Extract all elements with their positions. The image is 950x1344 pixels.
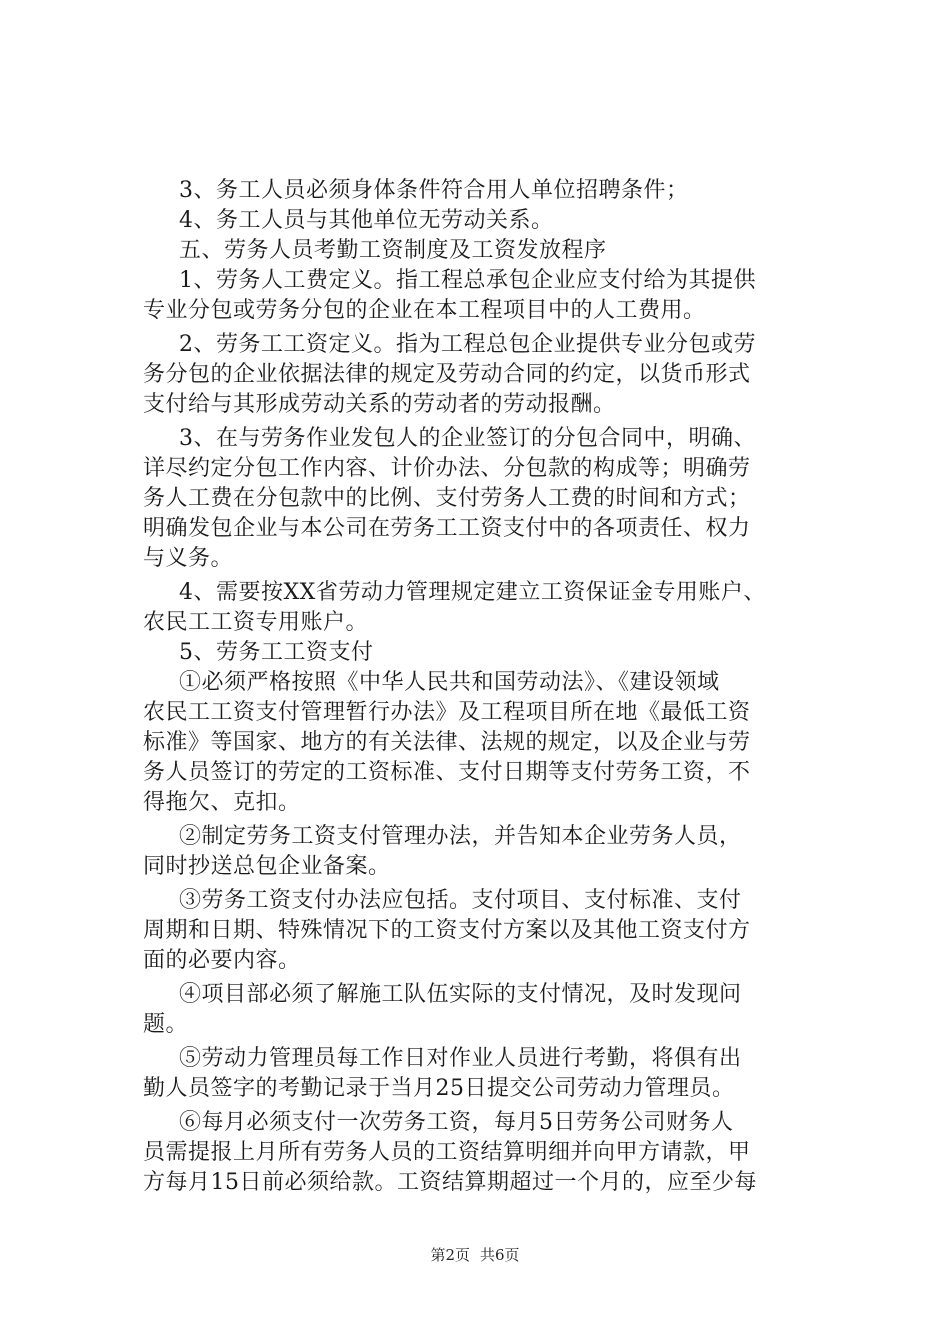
paragraph-line: ②制定劳务工资支付管理办法，并告知本企业劳务人员， [179, 824, 742, 849]
paragraph-line: ①必须严格按照《中华人民共和国劳动法》、《建设领域 [179, 670, 720, 695]
paragraph-line: 务人工费在分包款中的比例、支付劳务人工费的时间和方式； [143, 486, 751, 511]
paragraph-line: 方每月15日前必须给款。工资结算期超过一个月的，应至少每 [143, 1170, 757, 1195]
section-heading: 五、劳务人员考勤工资制度及工资发放程序 [179, 238, 607, 263]
paragraph-line: 务分包的企业依据法律的规定及劳动合同的约定，以货币形式 [143, 362, 751, 387]
paragraph-line: 务人员签订的劳定的工资标准、支付日期等支付劳务工资，不 [143, 760, 751, 785]
paragraph-line: 与义务。 [143, 546, 234, 571]
paragraph-line: 2、劳务工工资定义。指为工程总包企业提供专业分包或劳 [179, 332, 756, 357]
paragraph-line: 明确发包企业与本公司在劳务工工资支付中的各项责任、权力 [143, 516, 751, 541]
page-footer [0, 1245, 950, 1265]
page-total: 共6页 [480, 1246, 520, 1264]
paragraph-line: 支付给与其形成劳动关系的劳动者的劳动报酬。 [143, 392, 616, 417]
paragraph-line: 得拖欠、克扣。 [143, 790, 301, 815]
paragraph-line: ⑥每月必须支付一次劳务工资，每月5日劳务公司财务人 [179, 1110, 734, 1135]
paragraph-line: 1、劳务人工费定义。指工程总承包企业应支付给为其提供 [179, 268, 756, 293]
paragraph-line: 4、需要按XX省劳动力管理规定建立工资保证金专用账户、 [179, 580, 766, 605]
paragraph-line: 专业分包或劳务分包的企业在本工程项目中的人工费用。 [143, 298, 706, 323]
paragraph-line: 周期和日期、特殊情况下的工资支付方案以及其他工资支付方 [143, 918, 751, 943]
paragraph-line: ④项目部必须了解施工队伍实际的支付情况，及时发现问 [179, 982, 742, 1007]
paragraph-line: 农民工工资支付管理暂行办法》及工程项目所在地《最低工资 [143, 700, 751, 725]
paragraph-line: 农民工工资专用账户。 [143, 610, 369, 635]
paragraph-line: 标准》等国家、地方的有关法律、法规的规定，以及企业与劳 [143, 730, 751, 755]
paragraph-line: 3、在与劳务作业发包人的企业签订的分包合同中，明确、 [179, 426, 756, 451]
document-body [143, 176, 833, 1198]
paragraph-line: 3、务工人员必须身体条件符合用人单位招聘条件； [179, 178, 689, 203]
paragraph-line: 4、务工人员与其他单位无劳动关系。 [179, 208, 554, 233]
paragraph-line: ⑤劳动力管理员每工作日对作业人员进行考勤，将俱有出 [179, 1046, 742, 1071]
paragraph-line: ③劳务工资支付办法应包括。支付项目、支付标准、支付 [179, 888, 742, 913]
paragraph-line: 员需提报上月所有劳务人员的工资结算明细并向甲方请款，甲 [143, 1140, 751, 1165]
paragraph-line: 5、劳务工工资支付 [179, 640, 374, 665]
page-number: 第2页 [430, 1246, 470, 1264]
paragraph-line: 题。 [143, 1012, 189, 1037]
paragraph-line: 同时抄送总包企业备案。 [143, 854, 391, 879]
paragraph-line: 详尽约定分包工作内容、计价办法、分包款的构成等；明确劳 [143, 456, 751, 481]
paragraph-line: 面的必要内容。 [143, 948, 301, 973]
paragraph-line: 勤人员签字的考勤记录于当月25日提交公司劳动力管理员。 [143, 1076, 735, 1101]
